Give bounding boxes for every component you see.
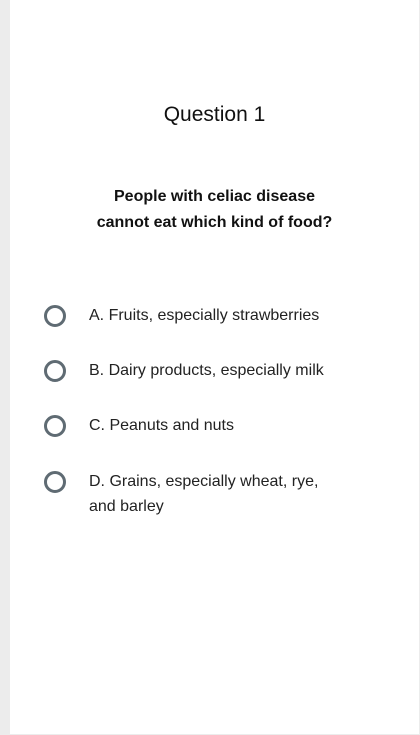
question-card	[10, 0, 419, 734]
answer-option-label	[89, 469, 318, 519]
answer-option-label-line-2: and barley	[89, 498, 164, 515]
question-text-line-2: cannot eat which kind of food?	[96, 214, 333, 231]
question-text	[10, 184, 419, 236]
answer-option-a[interactable]	[44, 303, 384, 328]
answer-option-d[interactable]	[44, 469, 384, 519]
answer-option-c[interactable]	[44, 413, 384, 438]
answer-option-label: A. Fruits, especially strawberries	[89, 307, 320, 324]
radio-button-icon[interactable]	[44, 415, 66, 437]
answer-option-label: C. Peanuts and nuts	[89, 417, 234, 434]
radio-button-icon[interactable]	[44, 360, 66, 382]
answer-option-b[interactable]	[44, 358, 384, 383]
question-title: Question 1	[163, 103, 266, 126]
question-text-line-1: People with celiac disease	[114, 188, 315, 205]
answer-option-label-line-1: D. Grains, especially wheat, rye,	[89, 473, 319, 490]
radio-button-icon[interactable]	[44, 471, 66, 493]
radio-button-icon[interactable]	[44, 305, 66, 327]
answer-option-label: B. Dairy products, especially milk	[89, 362, 324, 379]
